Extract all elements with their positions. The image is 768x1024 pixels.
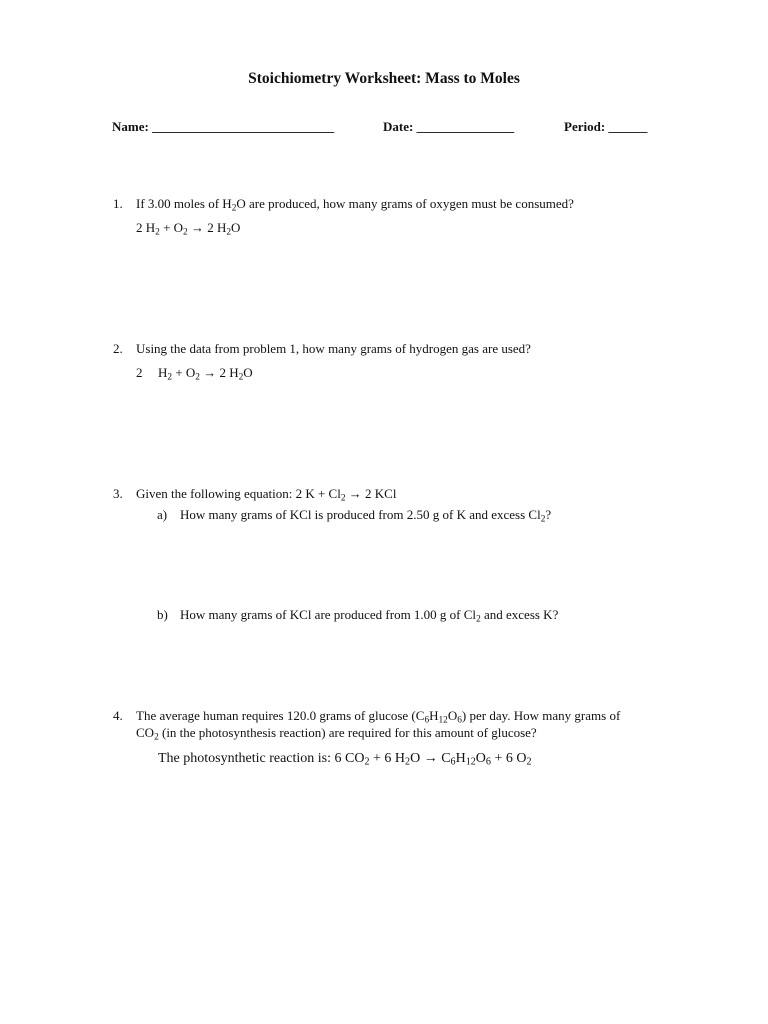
question-2-text: Using the data from problem 1, how many grams of hydrogen gas are used? — [136, 341, 531, 356]
question-3-text: Given the following equation: 2 $K + Cl_2 \to 2$ KCl — [136, 486, 397, 504]
question-4-text-line-1: The average human requires 120.0 grams of glucose $(C_6H_{12}O_6)$ per day. How many grams of — [136, 708, 621, 726]
question-1-number: 1. — [113, 196, 123, 211]
question-3a-label: a) — [157, 507, 168, 522]
question-4-reaction: The photosynthetic reaction is: 6 $CO_2 + 6$ $H_2O \to C_6H_{12}O_6 + 6$ $O_2$ — [158, 751, 532, 768]
question-3a-text: How many grams of KCl is produced from 2.50 g of K and excess $Cl_2$? — [180, 507, 552, 525]
question-1-text: If 3.00 moles of $H_2O$ are produced, how many grams of oxygen must be consumed? — [136, 196, 574, 214]
worksheet-title: Stoichiometry Worksheet: Mass to Moles — [248, 70, 520, 87]
question-3-number: 3. — [113, 486, 123, 501]
question-1-equation: 2 $H_2 + O_2 \to 2$ $H_2O$ — [136, 220, 241, 238]
question-2-equation: $H_2 + O_2 \to 2$ $H_2O$ — [158, 365, 253, 383]
question-2-number: 2. — [113, 341, 123, 356]
question-2-equation-coefficient: 2 — [136, 365, 143, 380]
question-3b-label: b) — [157, 607, 168, 622]
name-field: Name: ____________________________ — [112, 119, 335, 134]
period-field: Period: ______ — [564, 119, 648, 134]
question-4-text-line-2: $CO_2$ (in the photosynthesis reaction) are required for this amount of glucose? — [136, 725, 537, 743]
date-field: Date: _______________ — [383, 119, 515, 134]
question-4-number: 4. — [113, 708, 123, 723]
question-3b-text: How many grams of KCl are produced from 1.00 g of $Cl_2$ and excess K? — [180, 607, 559, 625]
